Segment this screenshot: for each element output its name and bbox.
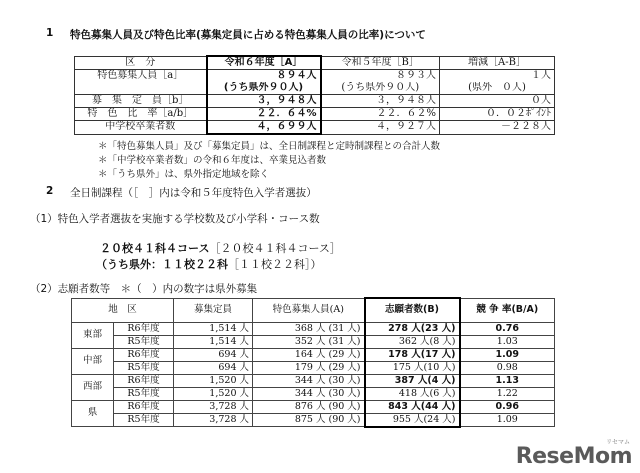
table1-row — [75, 108, 555, 121]
diff-value: １人 — [440, 70, 555, 83]
school-count-r5: ［２０校４１科４コース］ — [209, 242, 341, 255]
r6-value: ３，９４８人 — [207, 95, 321, 108]
applicants: 178 人(17 人) — [365, 348, 460, 361]
table-row — [72, 400, 555, 413]
quota: 344 人 (30 人) — [253, 374, 365, 387]
diff-value: ０．０２ﾎﾟｲﾝﾄ — [440, 108, 555, 121]
applicants-table — [71, 297, 555, 428]
quota: 875 人 (90 人) — [253, 413, 365, 427]
year: R6年度 — [114, 322, 174, 335]
region-name: 県 — [72, 400, 114, 427]
logo-text: ReseMom — [515, 444, 632, 469]
capacity: 1,514 人 — [174, 322, 253, 335]
table1-row — [75, 95, 555, 108]
header-quota: 特色募集人員(A) — [253, 298, 365, 322]
subsection-2-heading: （2）志願者数等 ＊（ ）内の数字は県外募集 — [30, 283, 258, 295]
capacity: 694 人 — [174, 361, 253, 374]
applicants: 175 人(10 人) — [365, 361, 460, 374]
table-row — [72, 335, 555, 348]
table-row — [72, 387, 555, 400]
quota: 179 人 (29 人) — [253, 361, 365, 374]
table1-header-row — [75, 56, 555, 70]
applicants: 362 人(8 人) — [365, 335, 460, 348]
ratio: 1.03 — [460, 335, 555, 348]
subsection-1-heading: （1）特色入学者選抜を実施する学校数及び小学科・コース数 — [30, 213, 320, 225]
r5-value: ２２．６２% — [321, 108, 440, 121]
ratio: 1.09 — [460, 348, 555, 361]
school-count-line — [100, 240, 341, 256]
row-label: 特 色 比 率［a/b］ — [75, 108, 207, 121]
capacity: 1,520 人 — [174, 374, 253, 387]
r5-value: ４，９２７人 — [321, 121, 440, 135]
table-row — [72, 361, 555, 374]
header-applicants: 志願者数(B) — [365, 298, 460, 322]
applicants: 278 人(23 人) — [365, 322, 460, 335]
r6-value: ２２．６４% — [207, 108, 321, 121]
diff-value: ０人 — [440, 95, 555, 108]
outside-pref-count-line — [96, 256, 322, 272]
ratio: 0.98 — [460, 361, 555, 374]
r5-value: ８９３人 — [321, 70, 440, 83]
table1-row — [75, 82, 555, 95]
ratio: 0.96 — [460, 400, 555, 413]
table2-header-row — [72, 298, 555, 322]
year: R5年度 — [114, 387, 174, 400]
quota: 876 人 (90 人) — [253, 400, 365, 413]
ratio: 1.09 — [460, 413, 555, 427]
section-1-number: 1 — [46, 27, 54, 39]
year: R5年度 — [114, 361, 174, 374]
capacity: 3,728 人 — [174, 413, 253, 427]
header-ratio: 競 争 率(B/A) — [460, 298, 555, 322]
header-region: 地 区 — [72, 298, 174, 322]
diff-value-sub: (県外 ０人) — [440, 82, 555, 95]
section-2-number: 2 — [46, 185, 54, 197]
year: R6年度 — [114, 400, 174, 413]
table-row — [72, 322, 555, 335]
table1-header-r6: 令和６年度［A］ — [207, 56, 321, 70]
capacity: 694 人 — [174, 348, 253, 361]
header-capacity: 募集定員 — [174, 298, 253, 322]
outside-count-r6: （うち県外：１１校２２科 — [96, 258, 228, 271]
region-name: 東部 — [72, 322, 114, 348]
region-name: 西部 — [72, 374, 114, 400]
table-row — [72, 413, 555, 427]
row-label: 中学校卒業者数 — [75, 121, 207, 135]
table1-header-diff: 増減［A-B］ — [440, 56, 555, 70]
applicants: 843 人(44 人) — [365, 400, 460, 413]
capacity: 1,520 人 — [174, 387, 253, 400]
quota: 164 人 (29 人) — [253, 348, 365, 361]
quota: 352 人 (31 人) — [253, 335, 365, 348]
year: R6年度 — [114, 374, 174, 387]
r5-value-sub: (うち県外９０人) — [321, 82, 440, 95]
table1-row — [75, 121, 555, 135]
diff-value: －２２８人 — [440, 121, 555, 135]
quota: 344 人 (30 人) — [253, 387, 365, 400]
region-name: 中部 — [72, 348, 114, 374]
year: R5年度 — [114, 335, 174, 348]
row-label: 特色募集人員［a］ — [75, 70, 207, 83]
section-1-heading: 特色募集人員及び特色比率(募集定員に占める特色募集人員の比率)について — [70, 29, 426, 41]
row-label: 募 集 定 員［b］ — [75, 95, 207, 108]
ratio: 1.22 — [460, 387, 555, 400]
r6-value: ８９４人 — [207, 70, 321, 83]
r6-value-sub: (うち県外９０人) — [207, 82, 321, 95]
r5-value: ３，９４８人 — [321, 95, 440, 108]
quota-ratio-table — [74, 55, 555, 135]
ratio: 1.13 — [460, 374, 555, 387]
table1-header-r5: 令和５年度［B］ — [321, 56, 440, 70]
r6-value: ４，６９９人 — [207, 121, 321, 135]
table1-row — [75, 70, 555, 83]
note-line: ＊「うち県外」は、県外指定地域を除く — [98, 169, 270, 180]
quota: 368 人 (31 人) — [253, 322, 365, 335]
table-row — [72, 348, 555, 361]
year: R5年度 — [114, 413, 174, 427]
note-line: ＊「特色募集人員」及び「募集定員」は、全日制課程と定時制課程との合計人数 — [98, 141, 441, 152]
resemom-logo — [516, 444, 632, 469]
note-line: ＊「中学校卒業者数」の令和６年度は、卒業見込者数 — [98, 155, 327, 166]
applicants: 387 人(4 人) — [365, 374, 460, 387]
section-2-heading: 全日制課程（［ ］内は令和５年度特色入学者選抜） — [70, 187, 317, 199]
applicants: 955 人(24 人) — [365, 413, 460, 427]
ratio: 0.76 — [460, 322, 555, 335]
logo-subtitle: リセマム — [606, 439, 630, 446]
year: R6年度 — [114, 348, 174, 361]
capacity: 1,514 人 — [174, 335, 253, 348]
table1-header-category: 区 分 — [75, 56, 207, 70]
outside-count-r5: ［１１校２２科］） — [228, 258, 322, 271]
table-row — [72, 374, 555, 387]
applicants: 418 人(6 人) — [365, 387, 460, 400]
capacity: 3,728 人 — [174, 400, 253, 413]
school-count-r6: ２０校４１科４コース — [100, 242, 210, 255]
